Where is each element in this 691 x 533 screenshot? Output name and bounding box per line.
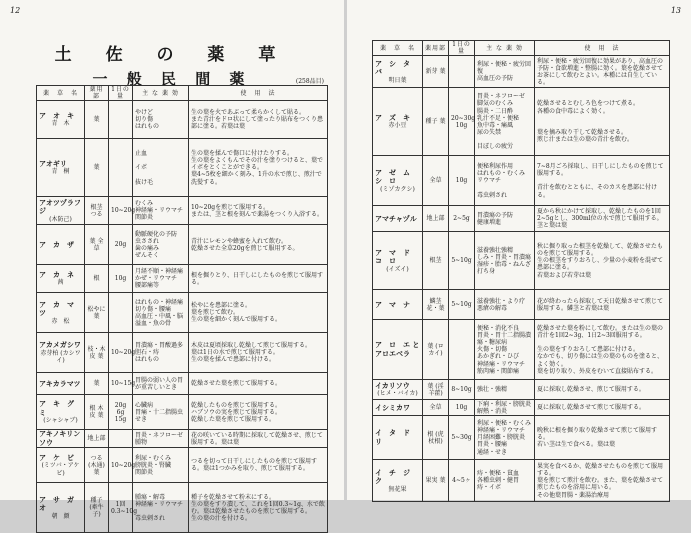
main-effect: 強壮・強精 [475,380,535,400]
column-header: 薬用部 [85,86,109,101]
herb-name: イ タ ド リ [375,429,417,446]
usage-method: 利尿・便秘・疲労回復に効果があり、高血圧の予防・食欲増進・整腸に効く。葉を乾燥させてお茶にして飲むとよい。本種には自生している。 [535,56,670,88]
daily-amount [109,293,133,333]
main-effect: 胃潰瘍・胃酸過多 胆石・痔 はれもの [133,333,189,373]
herb-name-cell [373,320,423,380]
medicinal-part: 果実 葉 [423,460,449,502]
herb-name-cell [37,101,85,139]
herb-name-cell [373,416,423,460]
herb-table [36,85,328,533]
herb-name-cell [373,460,423,502]
herb-name-cell [37,430,85,448]
herb-name: イカリソウ [375,382,410,391]
usage-method: 乾燥させるとむしろ色をつけて煮る。 各種の食中毒によく効く。 葉を摘み取り干して乾燥させる。 煎じ汁または生の葉の青汁を飲む。 [535,88,670,156]
table-row [373,416,670,460]
herb-kanji: 青 桐 [51,168,70,176]
herb-name: ア マ ド コ ロ [375,248,417,266]
usage-method: 根を掘りとり、日干しにしたものを煎じて服用する。 [189,265,328,293]
column-header: 主 な 薬 効 [475,41,535,56]
table-row [373,400,670,416]
herb-name-cell [37,483,85,533]
herb-name: ア カ ザ [39,240,74,249]
main-effect: 心臓病 胃痛・十二指腸虫 せき [133,395,189,430]
table-row [373,320,670,380]
daily-amount: 2~5g [449,206,475,232]
daily-amount [109,101,133,139]
herb-name: ア マ ナ [375,300,410,309]
daily-amount: 20g [109,225,133,265]
usage-method: 花の咲いている時期に採取して乾燥させ、煎じて服用する。葉は葉 [189,430,328,448]
herb-table [372,40,670,502]
daily-amount [109,139,133,197]
medicinal-part: 種子 (牽牛子) [85,483,109,533]
medicinal-part: 地上部 [423,206,449,232]
table-row [37,430,328,448]
herb-name: アオギリ [39,160,67,169]
main-effect: 月経不順・神経痛 かぜ・リウマチ 腰部痛等 [133,265,189,293]
table-header-row [37,86,328,101]
daily-amount: 5~30g [449,416,475,460]
main-effect: 便秘利尿作用 はれもの・むくみ リウマチ 毒虫刺され [475,156,535,206]
usage-method: 乾燥させた葉を粉にして飲む。または生の葉の青汁を1回2~3g、1日2~3回服用する。 生の葉をすりおろして患部に付ける。 なかでも、切り傷には生の葉のものを塗ると、よく効く。 葉を切り取り、外皮をむいて直接貼布する。 [535,320,670,380]
daily-amount: 10~20g [109,197,133,225]
herb-name-cell [373,290,423,320]
main-effect: 腫瘍・解毒 神経痛・リウマチ 毒虫刺され [133,483,189,533]
column-header: 主 な 薬 効 [133,86,189,101]
herb-kanji: 茜 [57,279,64,287]
medicinal-part: 地上部 [85,430,109,448]
herb-name-cell [37,265,85,293]
table-row [373,206,670,232]
daily-amount: 1回 0.3~10g [109,483,133,533]
table-row [373,460,670,502]
medicinal-part: 葉 全草 [85,225,109,265]
usage-method: 乾燥させた葉を煎じて服用する。 [189,373,328,395]
column-header: 使 用 法 [189,86,328,101]
table-row [37,101,328,139]
usage-method: 種子を乾燥させて粉末にする。 生の葉をすり潰して、これを1回0.3~1g、水で飲む。葉は乾燥させたものを煎じて服用する。 生の葉の汁を付ける。 [189,483,328,533]
table-row [37,395,328,430]
herb-kanji: (イズイ) [386,265,409,273]
herb-name-cell [373,56,423,88]
herb-name-cell [37,139,85,197]
herb-name-cell [373,380,423,400]
usage-method: 晩秋に根を掘り取り乾燥させて煎じて服用する。 若い茎は生で食べる。葉は葉 [535,416,670,460]
herb-name-cell [37,448,85,483]
usage-method: 夏に採取し乾燥させ、煎じて服用する。 [535,380,670,400]
usage-method: 果実を食べるか、乾燥させたものを煎じて服用する。 葉を煎じて煎汁を飲む。また、葉を乾燥させて煎じたものを浴用に用いる。 その他葉胃腸・薬湯治療用 [535,460,670,502]
table-row [37,293,328,333]
daily-amount: 10g [449,156,475,206]
herb-kanji: 無花果 [388,485,407,493]
page-number: 13 [670,6,681,15]
herb-kanji: 赤 松 [51,317,70,325]
medicinal-part: 根 (虎杖根) [423,416,449,460]
usage-method: 花が終わったら採取して天日乾燥させて煎じて服用する。鱗茎と若葉は葉 [535,290,670,320]
column-header: 1日の量 [449,41,475,56]
main-effect: 胃炎・ネフローゼ 腫物 [133,430,189,448]
left-page [0,0,344,523]
main-effect: 胃腸の弱い人の胃が重苦しいとき [133,373,189,395]
table-row [37,333,328,373]
medicinal-part: 葉 [85,139,109,197]
daily-amount: 5~10g [449,290,475,320]
table-row [373,88,670,156]
main-effect: 利尿・むくみ 膀胱炎・腎臓 関節炎 [133,448,189,483]
medicinal-part: 根 木皮 葉 [85,395,109,430]
usage-method: 秋に掘り取った根茎を乾燥して、乾燥させたものを煎じて服用する。 生の根茎をすりおろし、少量の小麦粉を混ぜて患部に塗る。 若葉および若芽は葉 [535,232,670,290]
item-count: (258品目) [295,78,324,85]
usage-method: 生の葉を火であぶって柔らかくして貼る。 また青汁をドロ状にして塗ったり貼布をつくり患部に塗る。若葉は葉 [189,101,328,139]
medicinal-part: 松やに 葉 [85,293,109,333]
medicinal-part: 根 [85,265,109,293]
daily-amount: 20g 6g 15g [109,395,133,430]
herb-name: ア シ タ バ [375,59,417,77]
usage-method: 木皮は夏頃採取し乾燥して煎じて服用する。 葉は1日の水で煎じて服用する。 生の葉を揉んで患部に付ける。 [189,333,328,373]
column-header: 薬 草 名 [37,86,85,101]
herb-kanji: (木防己) [49,215,72,223]
column-header: 薬 草 名 [373,41,423,56]
usage-method: 青汁にレモンや蜂蜜を入れて飲む。 乾燥させた全草20gを煎じて服用する。 [189,225,328,265]
table-header-row [373,41,670,56]
daily-amount: 10~15g [109,373,133,395]
medicinal-part: 新芽 葉 [423,56,449,88]
table-row [37,225,328,265]
medicinal-part: 鱗茎 花・葉 [423,290,449,320]
herb-name: アキカラマツ [39,379,81,388]
table-row [373,232,670,290]
medicinal-part: 葉 [85,373,109,395]
daily-amount: 20~30g 10g [449,88,475,156]
main-effect: 滋養強壮強精 しみ・胃炎・胃潰瘍 湿疹・胎毒・ねんざ 打ち身 [475,232,535,290]
herb-name: ア カ マ ツ [39,300,81,318]
herb-kanji: (ヒメ・バイカ) [377,390,418,398]
herb-name: ア サ ガ オ [39,495,81,513]
herb-name-cell [37,373,85,395]
main-effect: 下痢・利尿・膀胱炎 解熱・消炎 [475,400,535,416]
main-effect: 利尿・便秘・疲労回復 高血圧の予防 [475,56,535,88]
herb-name: イシミカワ [375,403,410,412]
usage-method: つるを切って日干しにしたものを煎じて服用する。葉は1つかみを取り、煎じて服用する。 [189,448,328,483]
medicinal-part: つる (木通) 葉 [85,448,109,483]
daily-amount: 5~10g [449,232,475,290]
usage-method: 松やにを患部に塗る。 葉を煎じて飲む。 生の葉を細かく刻んで服用する。 [189,293,328,333]
main-effect: 胃炎・ネフローゼ 脚気のむくみ 腸炎・二日酔 乳汁不足・便秘 魚中毒・痛風 尿の失禁 目ぼしの疲労 [475,88,535,156]
daily-amount: 10g [449,400,475,416]
main-effect: 滋養強壮・より疗 悪瘡の解毒 [475,290,535,320]
herb-name-cell [37,197,85,225]
medicinal-part: 全草 [423,156,449,206]
column-header: 薬用部 [423,41,449,56]
daily-amount: 4~5ヶ [449,460,475,502]
page-title: 土 佐 の 薬 草 [54,45,290,65]
usage-method: 10~20gを煎じて服用する。 または、茎と根を刻んで薬湯をつくり入浴する。 [189,197,328,225]
medicinal-part: 全草 [423,400,449,416]
table-row [37,197,328,225]
herb-name: ア ズ キ [375,114,410,123]
herb-name-cell [373,400,423,416]
medicinal-part: 枝・木皮 葉 [85,333,109,373]
main-effect: 止血 イボ 抜け毛 [133,139,189,197]
right-page [347,0,691,500]
table-row [37,265,328,293]
herb-name: ア ゼ ム シ ロ [375,168,417,186]
herb-name-cell [373,206,423,232]
herb-name: ア ロ エ と アロエベラ [375,341,420,358]
herb-kanji: (ミゾカクシ) [380,185,415,193]
herb-name-cell [37,225,85,265]
main-effect: やけど 切り傷 はれもの [133,101,189,139]
herb-kanji: 朝 顔 [51,512,70,520]
column-header: 1日の量 [109,86,133,101]
herb-kanji: (シャシャブ) [43,417,78,425]
daily-amount: 10g [109,265,133,293]
daily-amount: 10~20g [109,333,133,373]
table-row [37,483,328,533]
table-row [37,373,328,395]
daily-amount: 8~10g [449,380,475,400]
herb-name: アオツヅラフジ [39,198,81,216]
herb-name: イ チ ジ ク [375,468,417,486]
medicinal-part: 葉 (淫羊藿) [423,380,449,400]
main-effect: はれもの・神経痛 切り傷・腰痛 高血圧・中風・脳溢血・魚の骨 [133,293,189,333]
herb-kanji: 明日葉 [388,76,407,84]
herb-name: アカメガシワ [39,341,81,350]
daily-amount: 10~20g [109,448,133,483]
table-row [37,448,328,483]
medicinal-part: 根茎 [423,232,449,290]
usage-method: 生の葉を揉んで傷口に付けたりする。 生の葉をよくもんでその汁を塗りつけると、葉でイボをとくことができる。 葉4~5枚を細かく刻み、1升の水で煎じ、煎汁で洗髪する。 [189,139,328,197]
usage-method: 7~8月ごろ採取し、日干しにしたものを煎じて服用する。 青汁を飲むとともに、そのカスを患部に付ける。 [535,156,670,206]
herb-name: ア カ ネ [39,271,74,280]
herb-name-cell [373,232,423,290]
herb-kanji: (ミツバ・アケビ) [41,462,80,477]
usage-method: 夏から秋にかけて採取し、乾燥したものを1回2~5gとし、300ml位の水で煎じて服用する。茎と葉は葉 [535,206,670,232]
table-row [373,380,670,400]
herb-name-cell [37,395,85,430]
column-header: 使 用 法 [535,41,670,56]
herb-kanji: 赤芽柏 (カシワイ) [40,349,81,365]
table-row [373,56,670,88]
daily-amount [109,430,133,448]
herb-name-cell [373,156,423,206]
herb-name: ア キ グ ミ [39,400,81,417]
main-effect: 痔・便秘・貧血 各種虫刺・健胃 痔・イボ [475,460,535,502]
usage-method: 夏に採取し乾燥させて煎じて服用する。 [535,400,670,416]
main-effect: 利尿・便秘・むくみ 神経痛・リウマチ 月経困難・膀胱炎 胃炎・腰痛 通経・せき [475,416,535,460]
herb-name: ア オ キ [39,112,74,121]
daily-amount [449,56,475,88]
table-row [373,290,670,320]
medicinal-part: 葉 [85,101,109,139]
medicinal-part: 種子 葉 [423,88,449,156]
table-row [37,139,328,197]
herb-name-cell [37,293,85,333]
herb-name: アキノキリンソウ [39,430,81,447]
herb-name: アマチャヅル [375,214,417,223]
herb-name-cell [373,88,423,156]
herb-kanji: 青 木 [51,120,70,128]
main-effect: 便秘・消化不良 胃炎・胃十二指腸潰瘍・糖尿病 火傷・切傷 あかぎれ・ひび 神経痛・リウマチ 筋肉痛・関節痛 [475,320,535,380]
page-number: 12 [10,6,21,15]
table-row [373,156,670,206]
main-effect: むくみ 神経痛・リウマチ 関節炎 [133,197,189,225]
medicinal-part: 根茎 つる [85,197,109,225]
medicinal-part: 葉 (ロカイ) [423,320,449,380]
main-effect: 胃潰瘍の予防 健康増進 [475,206,535,232]
daily-amount [449,320,475,380]
main-effect: 動脈硬化の予防 虫さされ 歯の痛み ぜんそく [133,225,189,265]
herb-kanji: 赤小豆 [388,122,407,130]
section-subtitle: 一 般 民 間 薬 [92,70,252,88]
herb-name-cell [37,333,85,373]
usage-method: 乾燥したものを煎じて服用する。 ハブソウの実を煎じて服用する。 乾燥した葉を煎じて服用する。 [189,395,328,430]
herb-name: ア ケ ビ [39,453,74,462]
